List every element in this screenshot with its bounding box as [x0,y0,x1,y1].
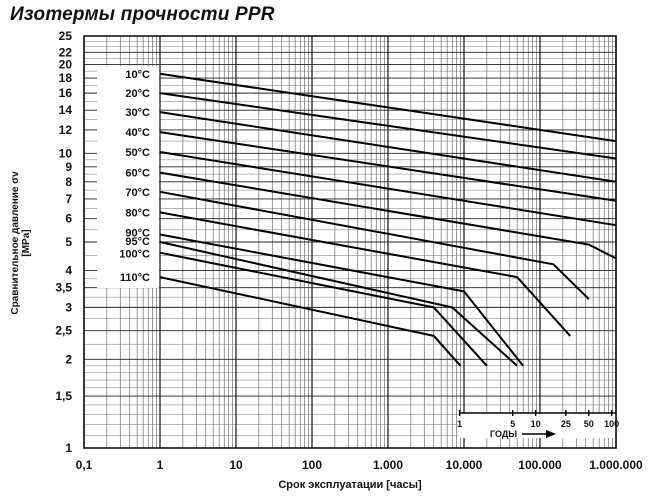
y-tick-label: 5 [65,235,72,249]
series-label-50-c: 50°C [125,147,150,160]
y-tick-label: 16 [58,86,72,101]
y-tick-label: 22 [58,45,72,60]
series-label-30-c: 30°C [125,107,150,120]
x-axis-label: Срок эксплуатации [часы] [278,479,422,491]
series-label-100-c: 100°C [119,248,150,261]
y-tick-labels [55,29,72,455]
series-label-20-c: 20°C [125,88,150,101]
x-tick-label: 100 [301,458,323,472]
y-tick-label: 10 [58,146,72,161]
x-tick-label: 0,1 [75,458,93,472]
y-tick-label: 18 [58,71,72,86]
y-tick-label: 3 [65,300,72,315]
x-tick-label: 1.000.000 [589,458,643,472]
y-tick-label: 25 [58,29,72,43]
y-tick-label: 2,5 [55,323,72,338]
series-label-10-c: 10°C [125,68,150,81]
years-tick-label: 1 [457,419,463,429]
y-tick-label: 3,5 [55,280,72,295]
y-tick-label: 9 [65,159,72,174]
y-tick-label: 6 [65,211,72,226]
series-label-110-c: 110°C [119,272,150,285]
y-tick-label: 12 [58,122,72,137]
y-tick-label: 20 [58,57,72,72]
years-axis [457,410,619,439]
years-tick-label: 100 [604,419,620,429]
y-tick-label: 4 [65,263,72,278]
y-tick-label: 14 [58,103,72,118]
y-axis-label: Сравнительное давление σv [MPa] [10,171,32,315]
years-axis-label: ГОДЫ [490,429,518,439]
y-tick-label: 1 [65,441,72,455]
x-tick-labels [76,458,643,472]
x-tick-label: 100.000 [518,458,562,472]
series-label-90-c: 90°C [125,227,150,240]
series-label-95-c: 95°C [125,236,150,248]
series-label-box [97,66,159,288]
x-tick-label: 1 [156,458,164,472]
chart-title: Изотермы прочности PPR [10,4,275,25]
years-tick-label: 5 [510,419,516,429]
y-tick-label: 7 [65,191,72,206]
y-tick-label: 8 [65,174,72,189]
series-label-60-c: 60°C [125,167,150,180]
y-tick-label: 1,5 [55,389,72,404]
series-label-70-c: 70°C [125,186,150,199]
series-label-80-c: 80°C [125,207,150,220]
x-tick-label: 10 [229,458,243,472]
y-tick-label: 2 [65,352,72,367]
series-label-40-c: 40°C [125,127,150,140]
x-tick-label: 10.000 [445,458,483,472]
years-tick-label: 10 [530,419,541,429]
x-tick-label: 1.000 [372,458,404,472]
years-tick-label: 25 [560,419,571,429]
years-tick-label: 50 [583,419,594,429]
